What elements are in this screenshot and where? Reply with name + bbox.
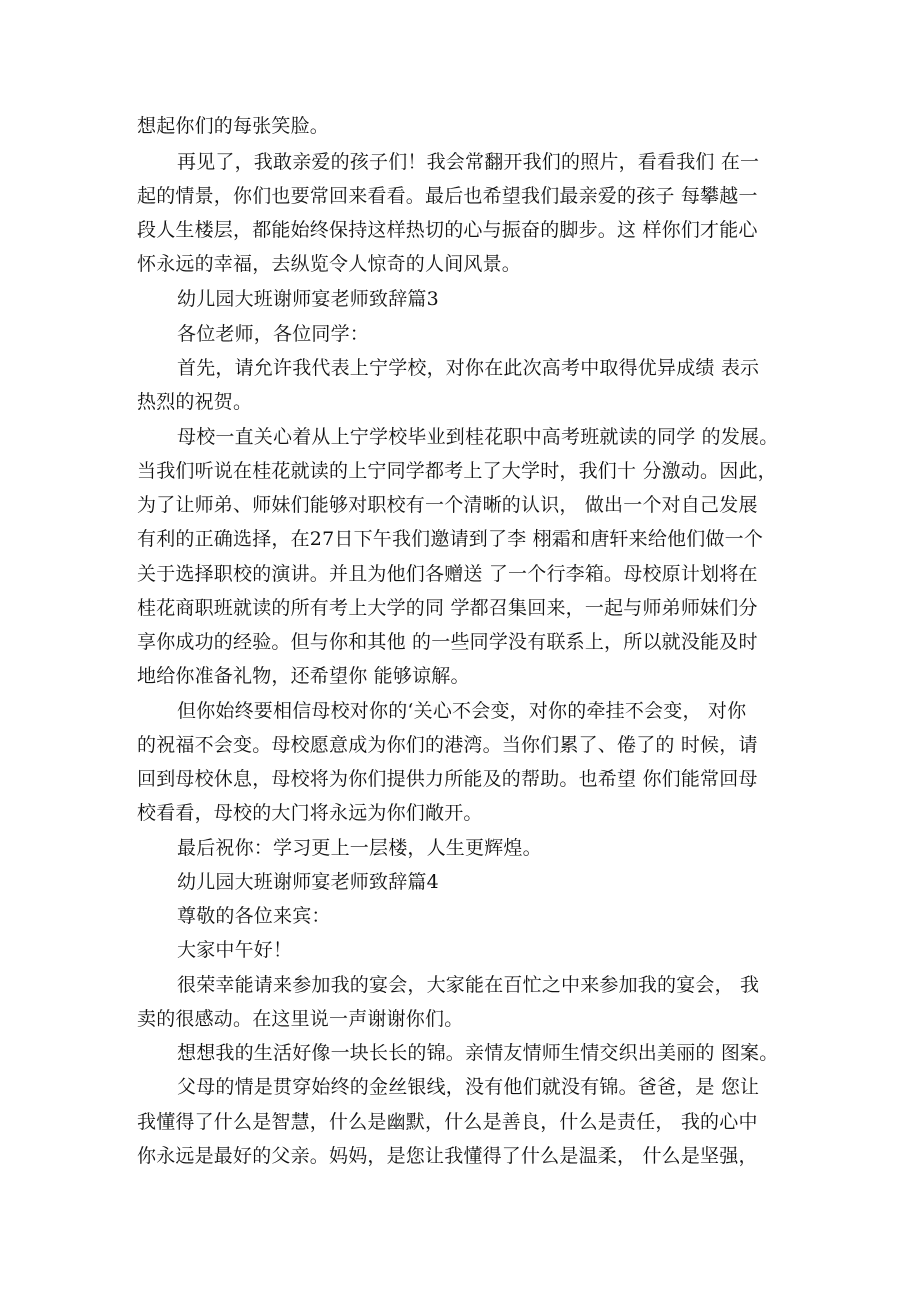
text-line: 享你成功的经验。但与你和其他 的一些同学没有联系上，所以就没能及时 bbox=[137, 631, 758, 653]
text-line: 很荣幸能请来参加我的宴会，大家能在百忙之中来参加我的宴会， 我 bbox=[177, 974, 760, 996]
text-line: 怀永远的幸福，去纵览令人惊奇的人间风景。 bbox=[137, 253, 522, 275]
text-line: 关于选择职校的演讲。并且为他们各赠送 了一个行李箱。母校原计划将在 bbox=[137, 563, 758, 585]
text-line: 首先，请允许我代表上宁学校，对你在此次高考中取得优异成绩 表示 bbox=[177, 357, 760, 379]
text-line: 桂花商职班就读的所有考上大学的同 学都召集回来，一起与师弟师妹们分 bbox=[137, 597, 758, 619]
text-line: 校看看，母校的大门将永远为你们敞开。 bbox=[137, 802, 483, 824]
text-line: 各位老师，各位同学： bbox=[177, 323, 370, 345]
section-heading: 幼儿园大班谢师宴老师致辞篇4 bbox=[177, 871, 439, 893]
text-line: 但你始终要相信母校对你的‘关心不会变，对你的牵挂不会变， 对你 bbox=[177, 700, 747, 722]
text-line: 我懂得了什么是智慧，什么是幽默，什么是善良，什么是责任， 我的心中 bbox=[137, 1111, 758, 1133]
text-line: 大家中午好！ bbox=[177, 939, 293, 961]
text-line: 有利的正确选择，在27日下午我们邀请到了李 栩霜和唐轩来给他们做一个 bbox=[137, 528, 764, 550]
text-line: 热烈的祝贺。 bbox=[137, 391, 253, 413]
text-line: 父母的情是贯穿始终的金丝银线，没有他们就没有锦。爸爸，是 您让 bbox=[177, 1076, 760, 1098]
text-line: 你永远是最好的父亲。妈妈，是您让我懂得了什么是温柔， 什么是坚强， bbox=[137, 1145, 758, 1167]
text-line: 地给你准备礼物，还希望你 能够谅解。 bbox=[137, 665, 470, 687]
text-line: 起的情景，你们也要常回来看看。最后也希望我们最亲爱的孩子 每攀越一 bbox=[137, 185, 758, 207]
text-line: 段人生楼层，都能始终保持这样热切的心与振奋的脚步。这 样你们才能心 bbox=[137, 219, 758, 241]
text-line: 为了让师弟、师妹们能够对职校有一个清晰的认识， 做出一个对自己发展 bbox=[137, 494, 758, 516]
text-line: 卖的很感动。在这里说一声谢谢你们。 bbox=[137, 1008, 464, 1030]
text-line: 尊敬的各位来宾： bbox=[177, 905, 331, 927]
text-line: 的祝福不会变。母校愿意成为你们的港湾。当你们累了、倦了的 时候，请 bbox=[137, 734, 758, 756]
text-line: 再见了，我敢亲爱的孩子们！我会常翻开我们的照片，看看我们 在一 bbox=[177, 151, 760, 173]
text-line: 回到母校休息，母校将为你们提供力所能及的帮助。也希望 你们能常回母 bbox=[137, 768, 758, 790]
text-line: 母校一直关心着从上宁学校毕业到桂花职中高考班就读的同学 的发展。 bbox=[177, 426, 779, 448]
text-line: 想起你们的每张笑脸。 bbox=[137, 115, 330, 137]
text-line: 最后祝你：学习更上一层楼，人生更辉煌。 bbox=[177, 837, 542, 859]
text-line: 当我们听说在桂花就读的上宁同学都考上了大学时，我们十 分激动。因此， bbox=[137, 460, 777, 482]
text-line: 想想我的生活好像一块长长的锦。亲情友情师生情交织出美丽的 图案。 bbox=[177, 1042, 779, 1064]
section-heading: 幼儿园大班谢师宴老师致辞篇3 bbox=[177, 288, 439, 310]
